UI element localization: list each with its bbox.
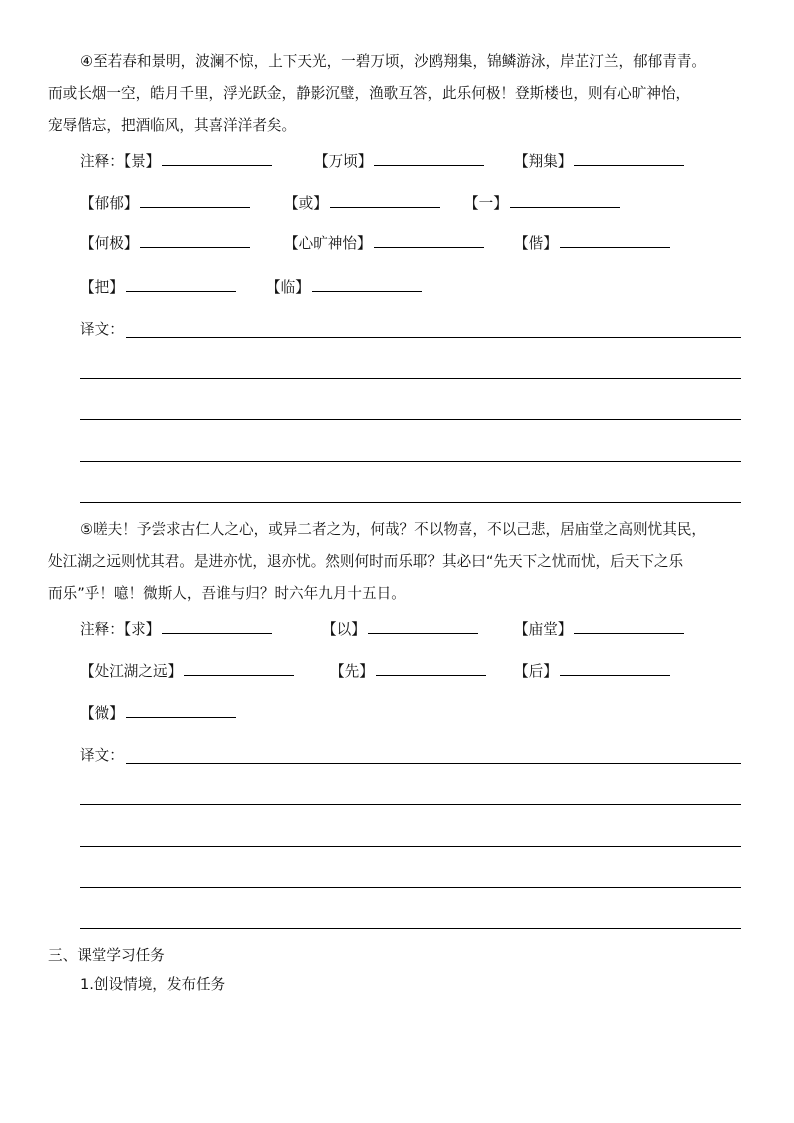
translation-line[interactable]: [126, 763, 741, 764]
answer-blank[interactable]: [374, 150, 484, 166]
paragraph-4: [48, 46, 770, 142]
answer-blank[interactable]: [126, 702, 236, 718]
translation-line[interactable]: [80, 502, 741, 503]
note-term: 【翔集】: [514, 153, 573, 170]
note-term: 【处江湖之远】: [80, 663, 183, 680]
note-term: 【景】: [123, 153, 161, 170]
answer-blank[interactable]: [510, 192, 620, 208]
paragraph-5: [48, 514, 770, 610]
translation-line[interactable]: [126, 337, 741, 338]
note-term: 【心旷神怡】: [284, 235, 372, 252]
notes-label: 注释：: [80, 621, 124, 638]
answer-blank[interactable]: [330, 192, 440, 208]
paragraph-5-line-3: 而乐”乎！噫！微斯人，吾谁与归？时六年九月十五日。: [48, 585, 406, 602]
note-term: 【微】: [80, 705, 124, 722]
answer-blank[interactable]: [140, 192, 250, 208]
answer-blank[interactable]: [184, 660, 294, 676]
paragraph-4-line-2: 而或长烟一空，皓月千里，浮光跃金，静影沉璧，渔歌互答，此乐何极！登斯楼也，则有心旷神怡，: [48, 85, 691, 102]
note-term: 【求】: [123, 621, 161, 638]
translation-line[interactable]: [80, 928, 741, 929]
answer-blank[interactable]: [574, 150, 684, 166]
answer-blank[interactable]: [312, 276, 422, 292]
translation-line[interactable]: [80, 846, 741, 847]
translation-label: 译文：: [80, 747, 124, 764]
translation-line[interactable]: [80, 461, 741, 462]
translation-label: 译文：: [80, 321, 124, 338]
note-term: 【庙堂】: [514, 621, 573, 638]
note-term: 【何极】: [80, 235, 139, 252]
note-term: 【把】: [80, 279, 124, 296]
answer-blank[interactable]: [574, 618, 684, 634]
answer-blank[interactable]: [162, 618, 272, 634]
answer-blank[interactable]: [126, 276, 236, 292]
answer-blank[interactable]: [560, 660, 670, 676]
paragraph-4-line-1: ④至若春和景明，波澜不惊，上下天光，一碧万顷，沙鸥翔集，锦鳞游泳，岸芷汀兰，郁郁青青。: [80, 53, 707, 70]
note-term: 【万顷】: [314, 153, 373, 170]
note-term: 【郁郁】: [80, 195, 139, 212]
note-term: 【先】: [330, 663, 374, 680]
answer-blank[interactable]: [560, 232, 670, 248]
note-term: 【一】: [464, 195, 508, 212]
section-item: 1.创设情境，发布任务: [80, 976, 226, 993]
translation-line[interactable]: [80, 887, 741, 888]
note-term: 【临】: [266, 279, 310, 296]
note-term: 【后】: [514, 663, 558, 680]
note-term: 【以】: [322, 621, 366, 638]
notes-label: 注释：: [80, 153, 124, 170]
paragraph-4-line-3: 宠辱偕忘，把酒临风，其喜洋洋者矣。: [48, 117, 297, 134]
answer-blank[interactable]: [368, 618, 478, 634]
paragraph-5-line-2: 处江湖之远则忧其君。是进亦忧，退亦忧。然则何时而乐耶？其必曰“先天下之忧而忧，后天下之乐: [48, 553, 684, 570]
translation-line[interactable]: [80, 419, 741, 420]
note-term: 【偕】: [514, 235, 558, 252]
answer-blank[interactable]: [140, 232, 250, 248]
answer-blank[interactable]: [374, 232, 484, 248]
section-heading: 三、课堂学习任务: [48, 947, 165, 964]
translation-line[interactable]: [80, 804, 741, 805]
note-term: 【或】: [284, 195, 328, 212]
paragraph-5-line-1: ⑤嗟夫！予尝求古仁人之心，或异二者之为，何哉？不以物喜，不以己悲，居庙堂之高则忧其民，: [80, 521, 707, 538]
answer-blank[interactable]: [376, 660, 486, 676]
translation-line[interactable]: [80, 378, 741, 379]
answer-blank[interactable]: [162, 150, 272, 166]
